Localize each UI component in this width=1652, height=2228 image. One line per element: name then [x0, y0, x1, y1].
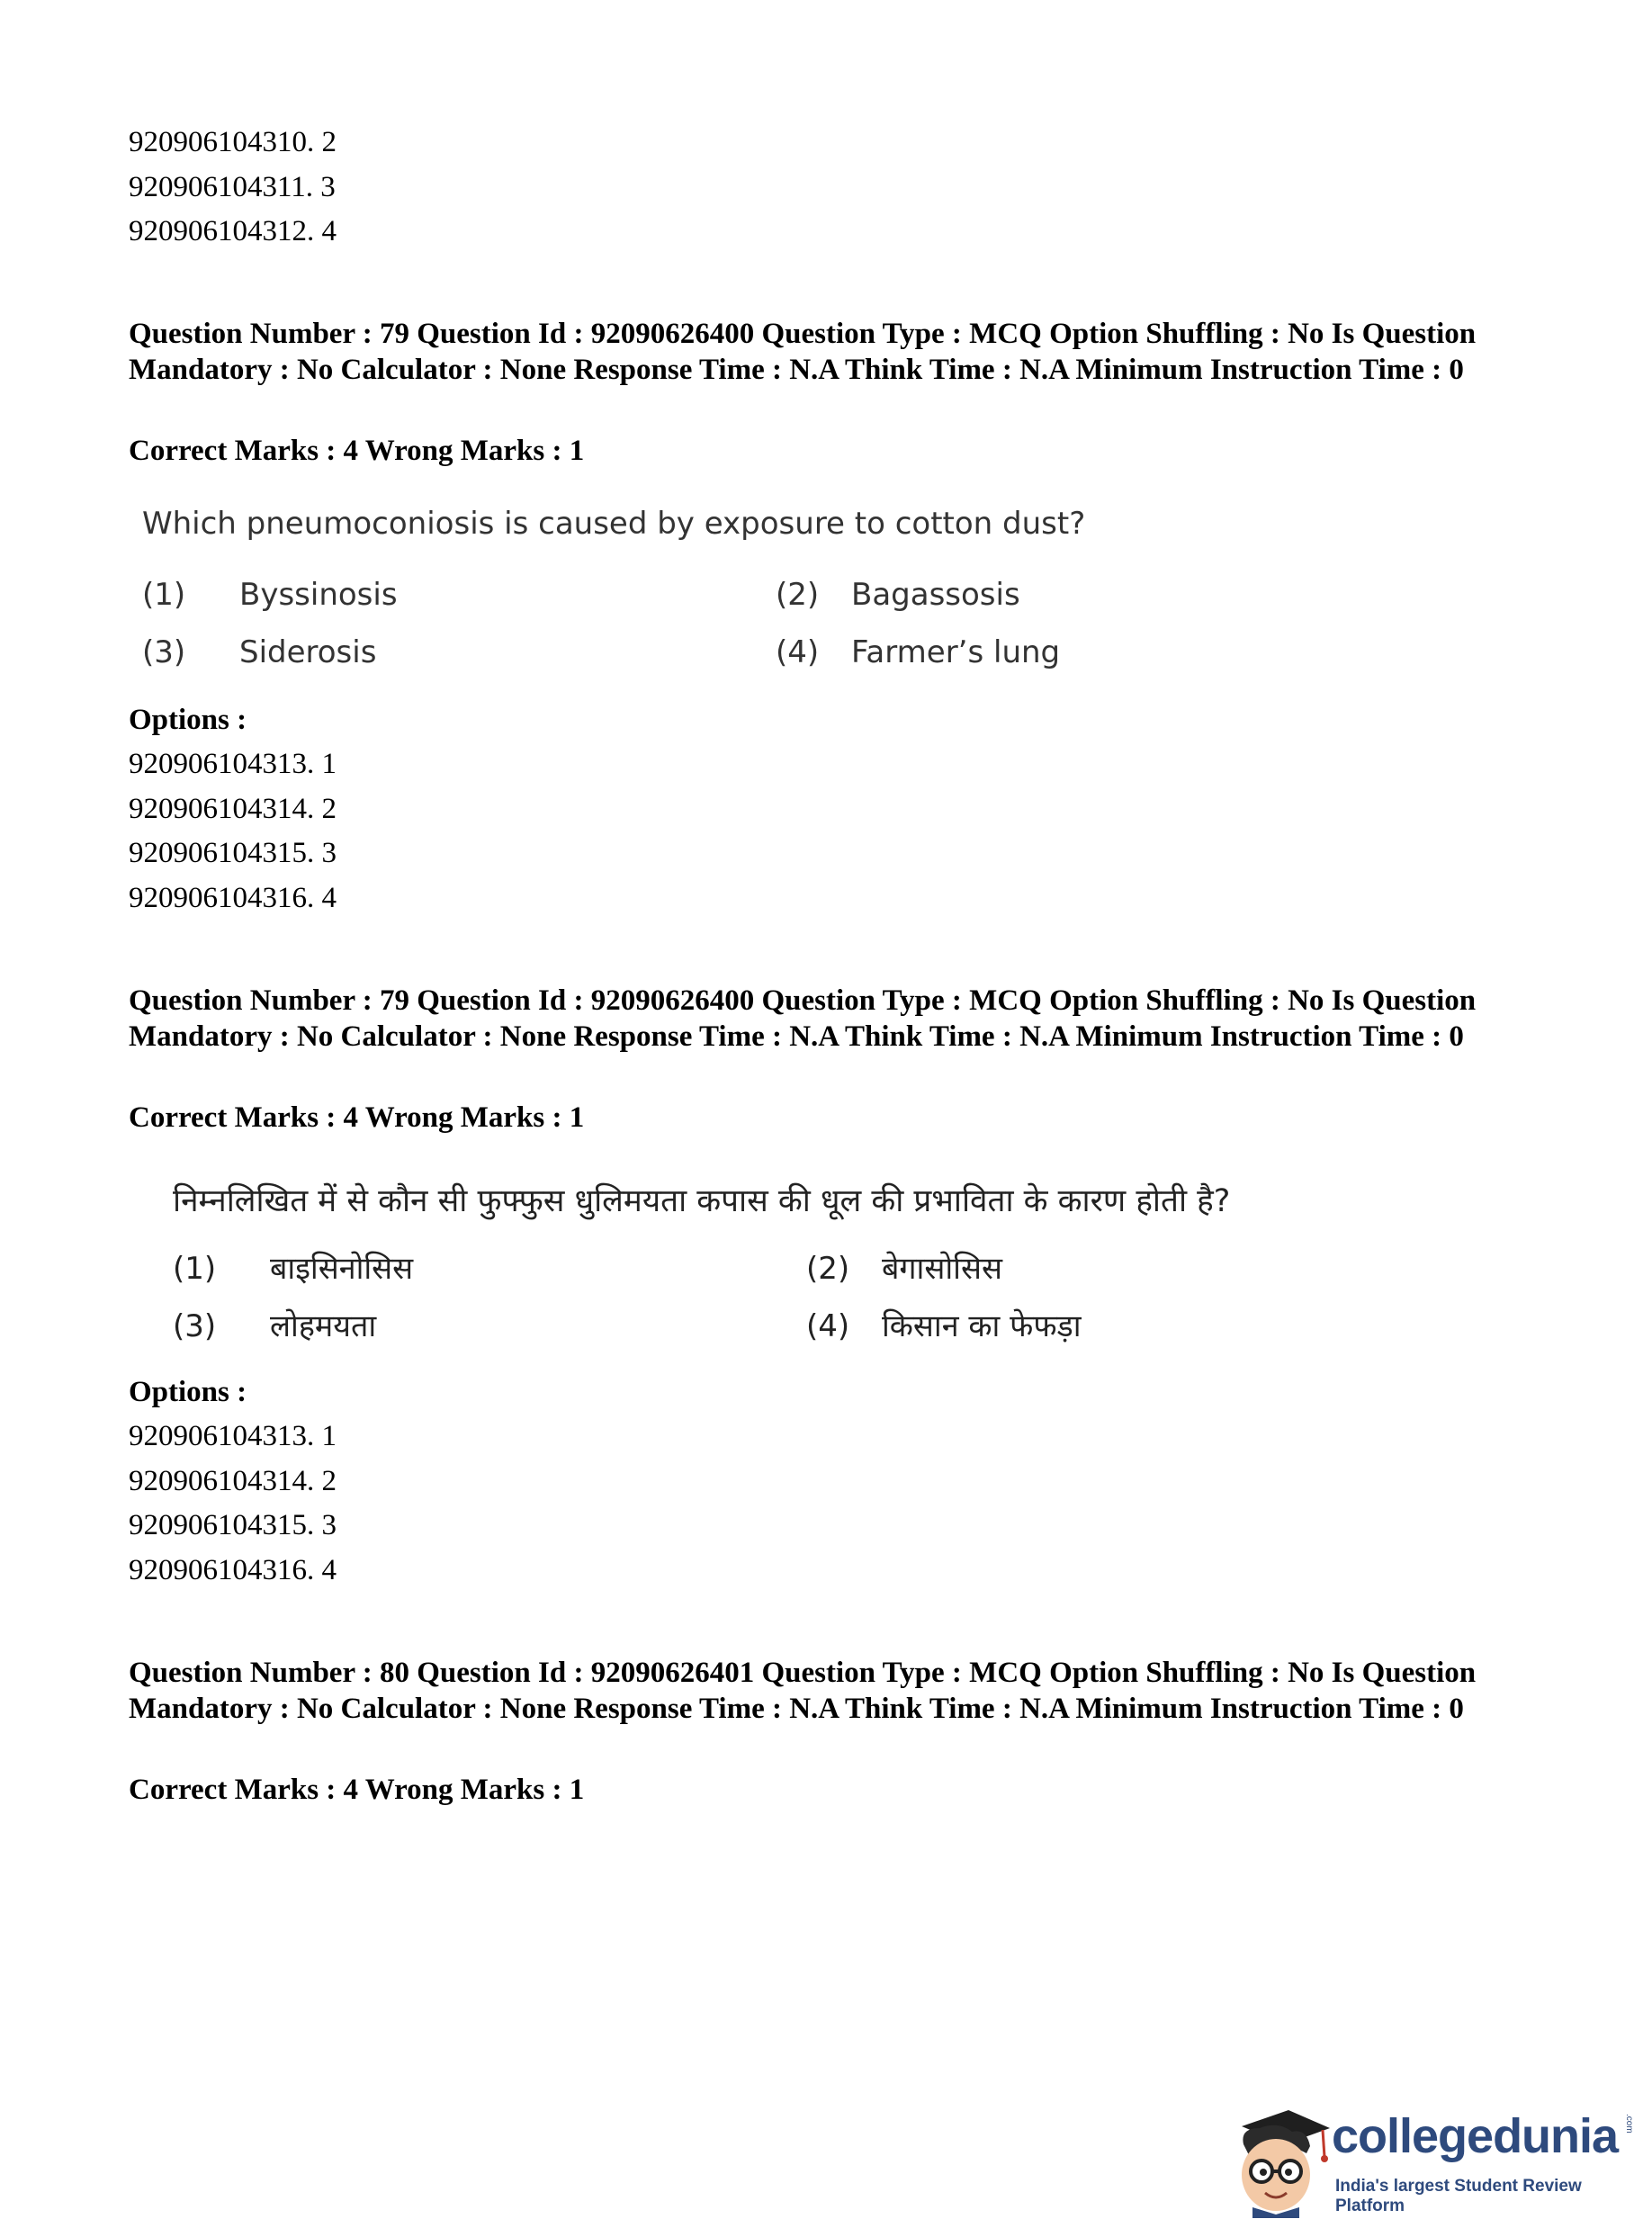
choice-2 [776, 577, 1020, 613]
marks-line: Correct Marks : 4 Wrong Marks : 1 [129, 1101, 585, 1134]
choice-text: Byssinosis [239, 577, 398, 613]
choice-number: (2) [806, 1251, 850, 1287]
choice-number: (3) [173, 1308, 217, 1344]
collegedunia-logo [1224, 2101, 1638, 2218]
mascot-icon [1224, 2101, 1332, 2218]
choice-3 [142, 634, 376, 670]
choice-text: Farmer’s lung [851, 634, 1061, 670]
marks-line: Correct Marks : 4 Wrong Marks : 1 [129, 1774, 585, 1806]
options-label: Options : [129, 1376, 247, 1408]
question-text: Which pneumoconiosis is caused by exposure to cotton dust? [142, 506, 1086, 542]
choice-3 [173, 1304, 376, 1345]
option-line: 920906104314. 2 [129, 793, 337, 825]
option-line: 920906104312. 4 [129, 215, 337, 247]
options-label: Options : [129, 704, 247, 736]
question-header: Question Number : 79 Question Id : 92090626400 Question Type : MCQ Option Shuffling : No Is Question Mandatory : No Calculator : None Response Time : N.A Think Time : N.A Minimum Instruction Time : 0 [129, 318, 1477, 386]
choice-number: (3) [142, 634, 186, 670]
option-line: 920906104313. 1 [129, 1420, 337, 1452]
option-line: 920906104314. 2 [129, 1465, 337, 1497]
choice-number: (4) [776, 634, 820, 670]
marks-line: Correct Marks : 4 Wrong Marks : 1 [129, 435, 585, 467]
option-line: 920906104313. 1 [129, 748, 337, 780]
choice-4 [806, 1304, 1082, 1345]
option-line: 920906104315. 3 [129, 837, 337, 869]
option-line: 920906104311. 3 [129, 171, 336, 203]
choice-1 [173, 1246, 413, 1288]
choice-number: (2) [776, 577, 820, 613]
option-line: 920906104316. 4 [129, 882, 337, 914]
logo-name: collegedunia [1332, 2109, 1619, 2163]
question-text: निम्नलिखित में से कौन सी फुफ्फुस धुलिमयता कपास की धूल की प्रभाविता के कारण होती है? [173, 1183, 1231, 1219]
option-line: 920906104310. 2 [129, 126, 337, 158]
logo-tagline: India's largest Student Review Platform [1335, 2177, 1582, 2215]
option-line: 920906104315. 3 [129, 1509, 337, 1541]
question-header: Question Number : 79 Question Id : 92090626400 Question Type : MCQ Option Shuffling : No Is Question Mandatory : No Calculator : None Response Time : N.A Think Time : N.A Minimum Instruction Time : 0 [129, 984, 1477, 1053]
choice-number: (1) [142, 577, 186, 613]
choice-text: Siderosis [239, 634, 377, 670]
choice-text: किसान का फेफड़ा [882, 1308, 1082, 1344]
choice-number: (4) [806, 1308, 850, 1344]
option-line: 920906104316. 4 [129, 1554, 337, 1586]
logo-suffix: .com [1624, 2114, 1634, 2134]
choice-number: (1) [173, 1251, 217, 1287]
choice-1 [142, 577, 398, 613]
choice-4 [776, 634, 1060, 670]
choice-2 [806, 1246, 1002, 1288]
choice-text: बेगासोसिस [882, 1251, 1002, 1287]
choice-text: Bagassosis [851, 577, 1020, 613]
choice-text: लोहमयता [270, 1308, 377, 1344]
question-header: Question Number : 80 Question Id : 92090626401 Question Type : MCQ Option Shuffling : No Is Question Mandatory : No Calculator : None Response Time : N.A Think Time : N.A Minimum Instruction Time : 0 [129, 1657, 1477, 1725]
choice-text: बाइसिनोसिस [270, 1251, 414, 1287]
